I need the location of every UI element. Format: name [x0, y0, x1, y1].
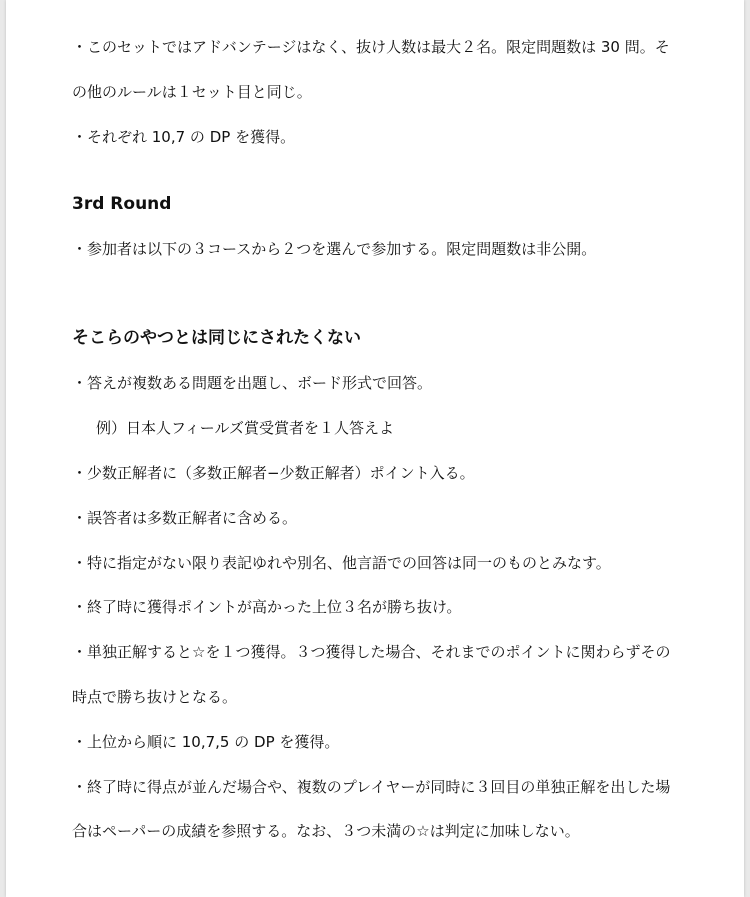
set2-rule-line-3: ・それぞれ 10,7 の DP を獲得。 — [72, 128, 296, 146]
round3-intro: ・参加者は以下の３コースから２つを選んで参加する。限定問題数は非公開。 — [72, 240, 597, 258]
course-rule-2: ・少数正解者に（多数正解者−少数正解者）ポイント入る。 — [72, 464, 475, 482]
set2-rule-line-2: の他のルールは１セット目と同じ。 — [72, 83, 312, 101]
course-rule-5: ・終了時に獲得ポイントが高かった上位３名が勝ち抜け。 — [72, 598, 462, 616]
set2-rule-line-1: ・このセットではアドバンテージはなく、抜け人数は最大２名。限定問題数は 30 問。そ — [72, 38, 670, 56]
course-heading: そこらのやつとは同じにされたくない — [72, 328, 361, 348]
course-rule-6b: 時点で勝ち抜けとなる。 — [72, 688, 238, 706]
course-rule-4: ・特に指定がない限り表記ゆれや別名、他言語での回答は同一のものとみなす。 — [72, 554, 611, 572]
course-rule-8b: 合はペーパーの成績を参照する。なお、３つ未満の☆は判定に加味しない。 — [72, 822, 580, 840]
course-rule-3: ・誤答者は多数正解者に含める。 — [72, 509, 298, 527]
course-rule-1: ・答えが複数ある問題を出題し、ボード形式で回答。 — [72, 374, 433, 392]
course-rule-6a: ・単独正解すると☆を１つ獲得。３つ獲得した場合、それまでのポイントに関わらずその — [72, 643, 671, 661]
course-rule-8a: ・終了時に得点が並んだ場合や、複数のプレイヤーが同時に３回目の単独正解を出した場 — [72, 778, 671, 796]
document-page — [6, 0, 744, 897]
course-rule-7: ・上位から順に 10,7,5 の DP を獲得。 — [72, 733, 340, 751]
course-rule-example: 例）日本人フィールズ賞受賞者を１人答えよ — [96, 419, 395, 437]
round3-heading: 3rd Round — [72, 194, 172, 214]
